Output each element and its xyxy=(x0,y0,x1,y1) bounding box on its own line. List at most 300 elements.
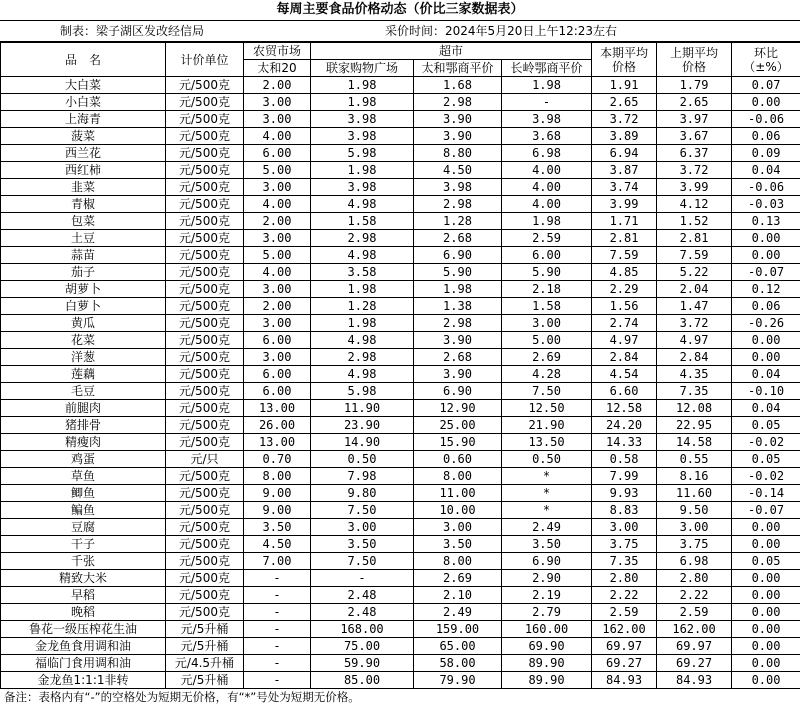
change-cell: 0.06 xyxy=(732,128,800,145)
footnote: 备注：表格内有“-”的空格处为短期无价格，有“*”号处为短期无价格。 xyxy=(4,690,360,704)
market-taihe20-cell: 3.00 xyxy=(244,230,311,247)
table-row xyxy=(1,162,800,179)
change-cell: -0.06 xyxy=(732,179,800,196)
price-lianjia-cell: 14.90 xyxy=(311,434,414,451)
market-taihe20-cell: 6.00 xyxy=(244,383,311,400)
price-taihe-eshang-cell: 12.90 xyxy=(414,400,502,417)
last-avg-cell: 4.12 xyxy=(657,196,732,213)
price-taihe-eshang-cell: 79.90 xyxy=(414,672,502,689)
unit-cell: 元/500克 xyxy=(166,315,244,332)
last-avg-cell: 3.72 xyxy=(657,315,732,332)
this-avg-cell: 69.27 xyxy=(592,655,657,672)
change-cell: 0.00 xyxy=(732,604,800,621)
last-avg-cell: 2.81 xyxy=(657,230,732,247)
table-row xyxy=(1,553,800,570)
market-taihe20-cell: - xyxy=(244,587,311,604)
item-name-cell: 金龙鱼食用调和油 xyxy=(1,638,166,655)
last-avg-cell: 9.50 xyxy=(657,502,732,519)
table-row xyxy=(1,366,800,383)
item-name-cell: 洋葱 xyxy=(1,349,166,366)
market-taihe20-cell: 6.00 xyxy=(244,332,311,349)
header-changling-eshang: 长岭鄂商平价 xyxy=(502,60,592,77)
change-cell: 0.00 xyxy=(732,638,800,655)
price-changling-eshang-cell: 89.90 xyxy=(502,655,592,672)
last-avg-cell: 69.97 xyxy=(657,638,732,655)
unit-cell: 元/500克 xyxy=(166,383,244,400)
unit-cell: 元/500克 xyxy=(166,349,244,366)
market-taihe20-cell: 13.00 xyxy=(244,434,311,451)
this-avg-cell: 8.83 xyxy=(592,502,657,519)
price-taihe-eshang-cell: 1.28 xyxy=(414,213,502,230)
item-name-cell: 韭菜 xyxy=(1,179,166,196)
unit-cell: 元/500克 xyxy=(166,128,244,145)
table-row xyxy=(1,383,800,400)
price-changling-eshang-cell: 0.50 xyxy=(502,451,592,468)
table-row xyxy=(1,94,800,111)
this-avg-cell: 84.93 xyxy=(592,672,657,689)
price-taihe-eshang-cell: 0.60 xyxy=(414,451,502,468)
last-avg-cell: 4.97 xyxy=(657,332,732,349)
change-cell: 0.12 xyxy=(732,281,800,298)
change-cell: 0.05 xyxy=(732,553,800,570)
market-taihe20-cell: 4.00 xyxy=(244,264,311,281)
market-taihe20-cell: 5.00 xyxy=(244,247,311,264)
this-avg-cell: 1.56 xyxy=(592,298,657,315)
price-taihe-eshang-cell: 4.50 xyxy=(414,162,502,179)
market-taihe20-cell: 9.00 xyxy=(244,502,311,519)
price-changling-eshang-cell: 4.00 xyxy=(502,196,592,213)
price-lianjia-cell: 85.00 xyxy=(311,672,414,689)
last-avg-cell: 12.08 xyxy=(657,400,732,417)
price-changling-eshang-cell: 12.50 xyxy=(502,400,592,417)
table-body xyxy=(1,77,800,689)
price-changling-eshang-cell: * xyxy=(502,485,592,502)
price-changling-eshang-cell: 2.19 xyxy=(502,587,592,604)
market-taihe20-cell: 9.00 xyxy=(244,485,311,502)
price-taihe-eshang-cell: 6.90 xyxy=(414,247,502,264)
price-lianjia-cell: 3.98 xyxy=(311,128,414,145)
change-cell: 0.00 xyxy=(732,247,800,264)
table-row xyxy=(1,264,800,281)
this-avg-cell: 2.81 xyxy=(592,230,657,247)
change-cell: -0.06 xyxy=(732,111,800,128)
market-taihe20-cell: 2.00 xyxy=(244,213,311,230)
market-taihe20-cell: 13.00 xyxy=(244,400,311,417)
change-cell: 0.05 xyxy=(732,451,800,468)
unit-cell: 元/500克 xyxy=(166,502,244,519)
price-changling-eshang-cell: 3.00 xyxy=(502,315,592,332)
market-taihe20-cell: 8.00 xyxy=(244,468,311,485)
unit-cell: 元/500克 xyxy=(166,162,244,179)
change-cell: 0.04 xyxy=(732,162,800,179)
table-row xyxy=(1,519,800,536)
this-avg-cell: 1.71 xyxy=(592,213,657,230)
market-taihe20-cell: - xyxy=(244,570,311,587)
item-name-cell: 包菜 xyxy=(1,213,166,230)
market-taihe20-cell: 7.00 xyxy=(244,553,311,570)
price-lianjia-cell: 1.98 xyxy=(311,315,414,332)
price-lianjia-cell: 7.98 xyxy=(311,468,414,485)
table-row xyxy=(1,604,800,621)
price-taihe-eshang-cell: 2.68 xyxy=(414,230,502,247)
unit-cell: 元/500克 xyxy=(166,111,244,128)
item-name-cell: 千张 xyxy=(1,553,166,570)
item-name-cell: 鳊鱼 xyxy=(1,502,166,519)
last-avg-cell: 1.52 xyxy=(657,213,732,230)
change-cell: 0.00 xyxy=(732,536,800,553)
last-avg-cell: 7.59 xyxy=(657,247,732,264)
last-avg-cell: 2.22 xyxy=(657,587,732,604)
price-lianjia-cell: 3.98 xyxy=(311,111,414,128)
unit-cell: 元/500克 xyxy=(166,94,244,111)
item-name-cell: 茄子 xyxy=(1,264,166,281)
this-avg-cell: 4.54 xyxy=(592,366,657,383)
change-cell: 0.00 xyxy=(732,230,800,247)
this-avg-cell: 2.22 xyxy=(592,587,657,604)
unit-cell: 元/只 xyxy=(166,451,244,468)
unit-cell: 元/500克 xyxy=(166,553,244,570)
item-name-cell: 干子 xyxy=(1,536,166,553)
change-cell: -0.03 xyxy=(732,196,800,213)
item-name-cell: 猪排骨 xyxy=(1,417,166,434)
last-avg-cell: 3.72 xyxy=(657,162,732,179)
this-avg-cell: 9.93 xyxy=(592,485,657,502)
change-cell: 0.00 xyxy=(732,570,800,587)
item-name-cell: 西兰花 xyxy=(1,145,166,162)
price-changling-eshang-cell: 2.59 xyxy=(502,230,592,247)
table-row xyxy=(1,570,800,587)
this-avg-cell: 7.59 xyxy=(592,247,657,264)
table-row xyxy=(1,485,800,502)
price-taihe-eshang-cell: 11.00 xyxy=(414,485,502,502)
price-changling-eshang-cell: 3.50 xyxy=(502,536,592,553)
price-taihe-eshang-cell: 3.90 xyxy=(414,332,502,349)
table-row xyxy=(1,196,800,213)
price-changling-eshang-cell: 6.90 xyxy=(502,553,592,570)
table-row xyxy=(1,111,800,128)
price-taihe-eshang-cell: 8.00 xyxy=(414,553,502,570)
item-name-cell: 金龙鱼1:1:1非转 xyxy=(1,672,166,689)
this-avg-cell: 2.65 xyxy=(592,94,657,111)
unit-cell: 元/500克 xyxy=(166,145,244,162)
price-lianjia-cell: 1.98 xyxy=(311,94,414,111)
last-avg-cell: 5.22 xyxy=(657,264,732,281)
price-taihe-eshang-cell: 3.00 xyxy=(414,519,502,536)
price-lianjia-cell: 0.50 xyxy=(311,451,414,468)
change-cell: 0.04 xyxy=(732,366,800,383)
price-changling-eshang-cell: 2.90 xyxy=(502,570,592,587)
this-avg-cell: 162.00 xyxy=(592,621,657,638)
price-lianjia-cell: 2.48 xyxy=(311,604,414,621)
table-row xyxy=(1,128,800,145)
market-taihe20-cell: 4.50 xyxy=(244,536,311,553)
price-changling-eshang-cell: 2.18 xyxy=(502,281,592,298)
change-cell: 0.04 xyxy=(732,400,800,417)
last-avg-cell: 69.27 xyxy=(657,655,732,672)
this-avg-cell: 3.75 xyxy=(592,536,657,553)
change-cell: -0.07 xyxy=(732,264,800,281)
page-title: 每周主要食品价格动态（价比三家数据表） xyxy=(0,0,800,21)
item-name-cell: 晚稻 xyxy=(1,604,166,621)
change-cell: -0.02 xyxy=(732,434,800,451)
price-changling-eshang-cell: 2.49 xyxy=(502,519,592,536)
this-avg-cell: 3.72 xyxy=(592,111,657,128)
market-taihe20-cell: - xyxy=(244,655,311,672)
last-avg-cell: 3.75 xyxy=(657,536,732,553)
this-avg-cell: 2.84 xyxy=(592,349,657,366)
header-this-avg: 本期平均 价格 xyxy=(592,43,657,77)
unit-cell: 元/500克 xyxy=(166,536,244,553)
price-changling-eshang-cell: 4.00 xyxy=(502,162,592,179)
market-taihe20-cell: 3.00 xyxy=(244,179,311,196)
table-row xyxy=(1,434,800,451)
last-avg-cell: 3.67 xyxy=(657,128,732,145)
this-avg-cell: 6.60 xyxy=(592,383,657,400)
table-row xyxy=(1,298,800,315)
price-lianjia-cell: 168.00 xyxy=(311,621,414,638)
item-name-cell: 土豆 xyxy=(1,230,166,247)
change-cell: 0.09 xyxy=(732,145,800,162)
price-taihe-eshang-cell: 65.00 xyxy=(414,638,502,655)
table-row xyxy=(1,281,800,298)
table-row xyxy=(1,247,800,264)
item-name-cell: 西红柿 xyxy=(1,162,166,179)
market-taihe20-cell: 6.00 xyxy=(244,366,311,383)
maker-label: 制表：梁子湖区发改经信局 xyxy=(60,24,205,38)
price-taihe-eshang-cell: 2.98 xyxy=(414,196,502,213)
table-row xyxy=(1,77,800,94)
unit-cell: 元/5升桶 xyxy=(166,638,244,655)
price-changling-eshang-cell: 1.98 xyxy=(502,77,592,94)
unit-cell: 元/500克 xyxy=(166,485,244,502)
market-taihe20-cell: 3.00 xyxy=(244,349,311,366)
price-changling-eshang-cell: 4.00 xyxy=(502,179,592,196)
price-changling-eshang-cell: 2.79 xyxy=(502,604,592,621)
item-name-cell: 鲫鱼 xyxy=(1,485,166,502)
price-lianjia-cell: 1.28 xyxy=(311,298,414,315)
market-taihe20-cell: 3.00 xyxy=(244,315,311,332)
price-changling-eshang-cell: 13.50 xyxy=(502,434,592,451)
price-taihe-eshang-cell: 2.98 xyxy=(414,94,502,111)
item-name-cell: 鲁花一级压榨花生油 xyxy=(1,621,166,638)
table-row xyxy=(1,349,800,366)
last-avg-cell: 2.59 xyxy=(657,604,732,621)
unit-cell: 元/500克 xyxy=(166,247,244,264)
price-taihe-eshang-cell: 6.90 xyxy=(414,383,502,400)
unit-cell: 元/500克 xyxy=(166,298,244,315)
price-changling-eshang-cell: 3.68 xyxy=(502,128,592,145)
price-lianjia-cell: 7.50 xyxy=(311,502,414,519)
item-name-cell: 胡萝卜 xyxy=(1,281,166,298)
time-label: 采价时间：2024年5月20日上午12:23左右 xyxy=(385,24,618,38)
price-taihe-eshang-cell: 1.38 xyxy=(414,298,502,315)
item-name-cell: 青椒 xyxy=(1,196,166,213)
unit-cell: 元/500克 xyxy=(166,434,244,451)
price-changling-eshang-cell: 160.00 xyxy=(502,621,592,638)
last-avg-cell: 2.84 xyxy=(657,349,732,366)
change-cell: 0.07 xyxy=(732,77,800,94)
last-avg-cell: 2.04 xyxy=(657,281,732,298)
price-lianjia-cell: 4.98 xyxy=(311,366,414,383)
price-taihe-eshang-cell: 58.00 xyxy=(414,655,502,672)
change-cell: 0.00 xyxy=(732,349,800,366)
table-row xyxy=(1,536,800,553)
this-avg-cell: 7.99 xyxy=(592,468,657,485)
price-taihe-eshang-cell: 10.00 xyxy=(414,502,502,519)
table-row xyxy=(1,230,800,247)
price-lianjia-cell: 3.50 xyxy=(311,536,414,553)
unit-cell: 元/500克 xyxy=(166,196,244,213)
this-avg-cell: 1.91 xyxy=(592,77,657,94)
price-changling-eshang-cell: * xyxy=(502,502,592,519)
last-avg-cell: 2.65 xyxy=(657,94,732,111)
price-changling-eshang-cell: 2.69 xyxy=(502,349,592,366)
change-cell: 0.00 xyxy=(732,94,800,111)
item-name-cell: 蒜苗 xyxy=(1,247,166,264)
table-row xyxy=(1,417,800,434)
this-avg-cell: 3.87 xyxy=(592,162,657,179)
price-changling-eshang-cell: 21.90 xyxy=(502,417,592,434)
last-avg-cell: 3.97 xyxy=(657,111,732,128)
change-cell: 0.05 xyxy=(732,417,800,434)
this-avg-cell: 12.58 xyxy=(592,400,657,417)
price-lianjia-cell: 11.90 xyxy=(311,400,414,417)
last-avg-cell: 6.98 xyxy=(657,553,732,570)
price-lianjia-cell: 59.90 xyxy=(311,655,414,672)
unit-cell: 元/500克 xyxy=(166,332,244,349)
this-avg-cell: 6.94 xyxy=(592,145,657,162)
price-lianjia-cell: 4.98 xyxy=(311,332,414,349)
item-name-cell: 前腿肉 xyxy=(1,400,166,417)
unit-cell: 元/500克 xyxy=(166,230,244,247)
market-taihe20-cell: 5.00 xyxy=(244,162,311,179)
change-cell: -0.10 xyxy=(732,383,800,400)
unit-cell: 元/500克 xyxy=(166,366,244,383)
price-lianjia-cell: 3.58 xyxy=(311,264,414,281)
this-avg-cell: 2.80 xyxy=(592,570,657,587)
market-taihe20-cell: 26.00 xyxy=(244,417,311,434)
table-row xyxy=(1,468,800,485)
table-row xyxy=(1,621,800,638)
price-taihe-eshang-cell: 3.98 xyxy=(414,179,502,196)
price-taihe-eshang-cell: 15.90 xyxy=(414,434,502,451)
price-lianjia-cell: 1.98 xyxy=(311,162,414,179)
market-taihe20-cell: 2.00 xyxy=(244,298,311,315)
unit-cell: 元/500克 xyxy=(166,179,244,196)
item-name-cell: 草鱼 xyxy=(1,468,166,485)
price-taihe-eshang-cell: 3.90 xyxy=(414,111,502,128)
market-taihe20-cell: - xyxy=(244,621,311,638)
table-row xyxy=(1,451,800,468)
table-row xyxy=(1,332,800,349)
unit-cell: 元/500克 xyxy=(166,468,244,485)
market-taihe20-cell: - xyxy=(244,604,311,621)
price-lianjia-cell: 4.98 xyxy=(311,247,414,264)
table-row xyxy=(1,502,800,519)
change-cell: 0.00 xyxy=(732,655,800,672)
price-changling-eshang-cell: - xyxy=(502,94,592,111)
price-changling-eshang-cell: 6.00 xyxy=(502,247,592,264)
price-lianjia-cell: 1.58 xyxy=(311,213,414,230)
unit-cell: 元/500克 xyxy=(166,281,244,298)
this-avg-cell: 2.29 xyxy=(592,281,657,298)
last-avg-cell: 1.79 xyxy=(657,77,732,94)
item-name-cell: 小白菜 xyxy=(1,94,166,111)
table-row xyxy=(1,315,800,332)
market-taihe20-cell: 2.00 xyxy=(244,77,311,94)
market-taihe20-cell: - xyxy=(244,672,311,689)
this-avg-cell: 69.97 xyxy=(592,638,657,655)
price-taihe-eshang-cell: 1.98 xyxy=(414,281,502,298)
unit-cell: 元/5升桶 xyxy=(166,672,244,689)
price-changling-eshang-cell: 3.98 xyxy=(502,111,592,128)
last-avg-cell: 6.37 xyxy=(657,145,732,162)
last-avg-cell: 84.93 xyxy=(657,672,732,689)
price-taihe-eshang-cell: 2.49 xyxy=(414,604,502,621)
item-name-cell: 莲藕 xyxy=(1,366,166,383)
header-taihe-eshang: 太和鄂商平价 xyxy=(414,60,502,77)
last-avg-cell: 4.35 xyxy=(657,366,732,383)
price-lianjia-cell: 75.00 xyxy=(311,638,414,655)
item-name-cell: 毛豆 xyxy=(1,383,166,400)
this-avg-cell: 4.97 xyxy=(592,332,657,349)
meta-line xyxy=(0,21,800,42)
price-lianjia-cell: - xyxy=(311,570,414,587)
table-row xyxy=(1,587,800,604)
price-changling-eshang-cell: 5.90 xyxy=(502,264,592,281)
price-changling-eshang-cell: 4.28 xyxy=(502,366,592,383)
item-name-cell: 豆腐 xyxy=(1,519,166,536)
change-cell: 0.00 xyxy=(732,672,800,689)
unit-cell: 元/500克 xyxy=(166,400,244,417)
unit-cell: 元/5升桶 xyxy=(166,621,244,638)
price-lianjia-cell: 2.98 xyxy=(311,230,414,247)
price-taihe-eshang-cell: 2.98 xyxy=(414,315,502,332)
table-row xyxy=(1,638,800,655)
change-cell: -0.14 xyxy=(732,485,800,502)
this-avg-cell: 3.99 xyxy=(592,196,657,213)
market-taihe20-cell: 4.00 xyxy=(244,196,311,213)
price-changling-eshang-cell: * xyxy=(502,468,592,485)
item-name-cell: 鸡蛋 xyxy=(1,451,166,468)
last-avg-cell: 14.58 xyxy=(657,434,732,451)
price-changling-eshang-cell: 1.58 xyxy=(502,298,592,315)
unit-cell: 元/500克 xyxy=(166,77,244,94)
price-taihe-eshang-cell: 1.68 xyxy=(414,77,502,94)
unit-cell: 元/500克 xyxy=(166,213,244,230)
price-taihe-eshang-cell: 159.00 xyxy=(414,621,502,638)
item-name-cell: 菠菜 xyxy=(1,128,166,145)
item-name-cell: 精瘦肉 xyxy=(1,434,166,451)
this-avg-cell: 0.58 xyxy=(592,451,657,468)
item-name-cell: 大白菜 xyxy=(1,77,166,94)
header-change: 环比 （±%） xyxy=(732,43,800,77)
header-last-avg: 上期平均 价格 xyxy=(657,43,732,77)
price-lianjia-cell: 2.98 xyxy=(311,349,414,366)
last-avg-cell: 0.55 xyxy=(657,451,732,468)
price-lianjia-cell: 5.98 xyxy=(311,383,414,400)
table-row xyxy=(1,179,800,196)
item-name-cell: 精致大米 xyxy=(1,570,166,587)
market-taihe20-cell: - xyxy=(244,638,311,655)
price-taihe-eshang-cell: 2.10 xyxy=(414,587,502,604)
change-cell: 0.13 xyxy=(732,213,800,230)
market-taihe20-cell: 6.00 xyxy=(244,145,311,162)
table-row xyxy=(1,400,800,417)
market-taihe20-cell: 3.00 xyxy=(244,111,311,128)
header-name: 品 名 xyxy=(1,43,166,77)
price-lianjia-cell: 5.98 xyxy=(311,145,414,162)
